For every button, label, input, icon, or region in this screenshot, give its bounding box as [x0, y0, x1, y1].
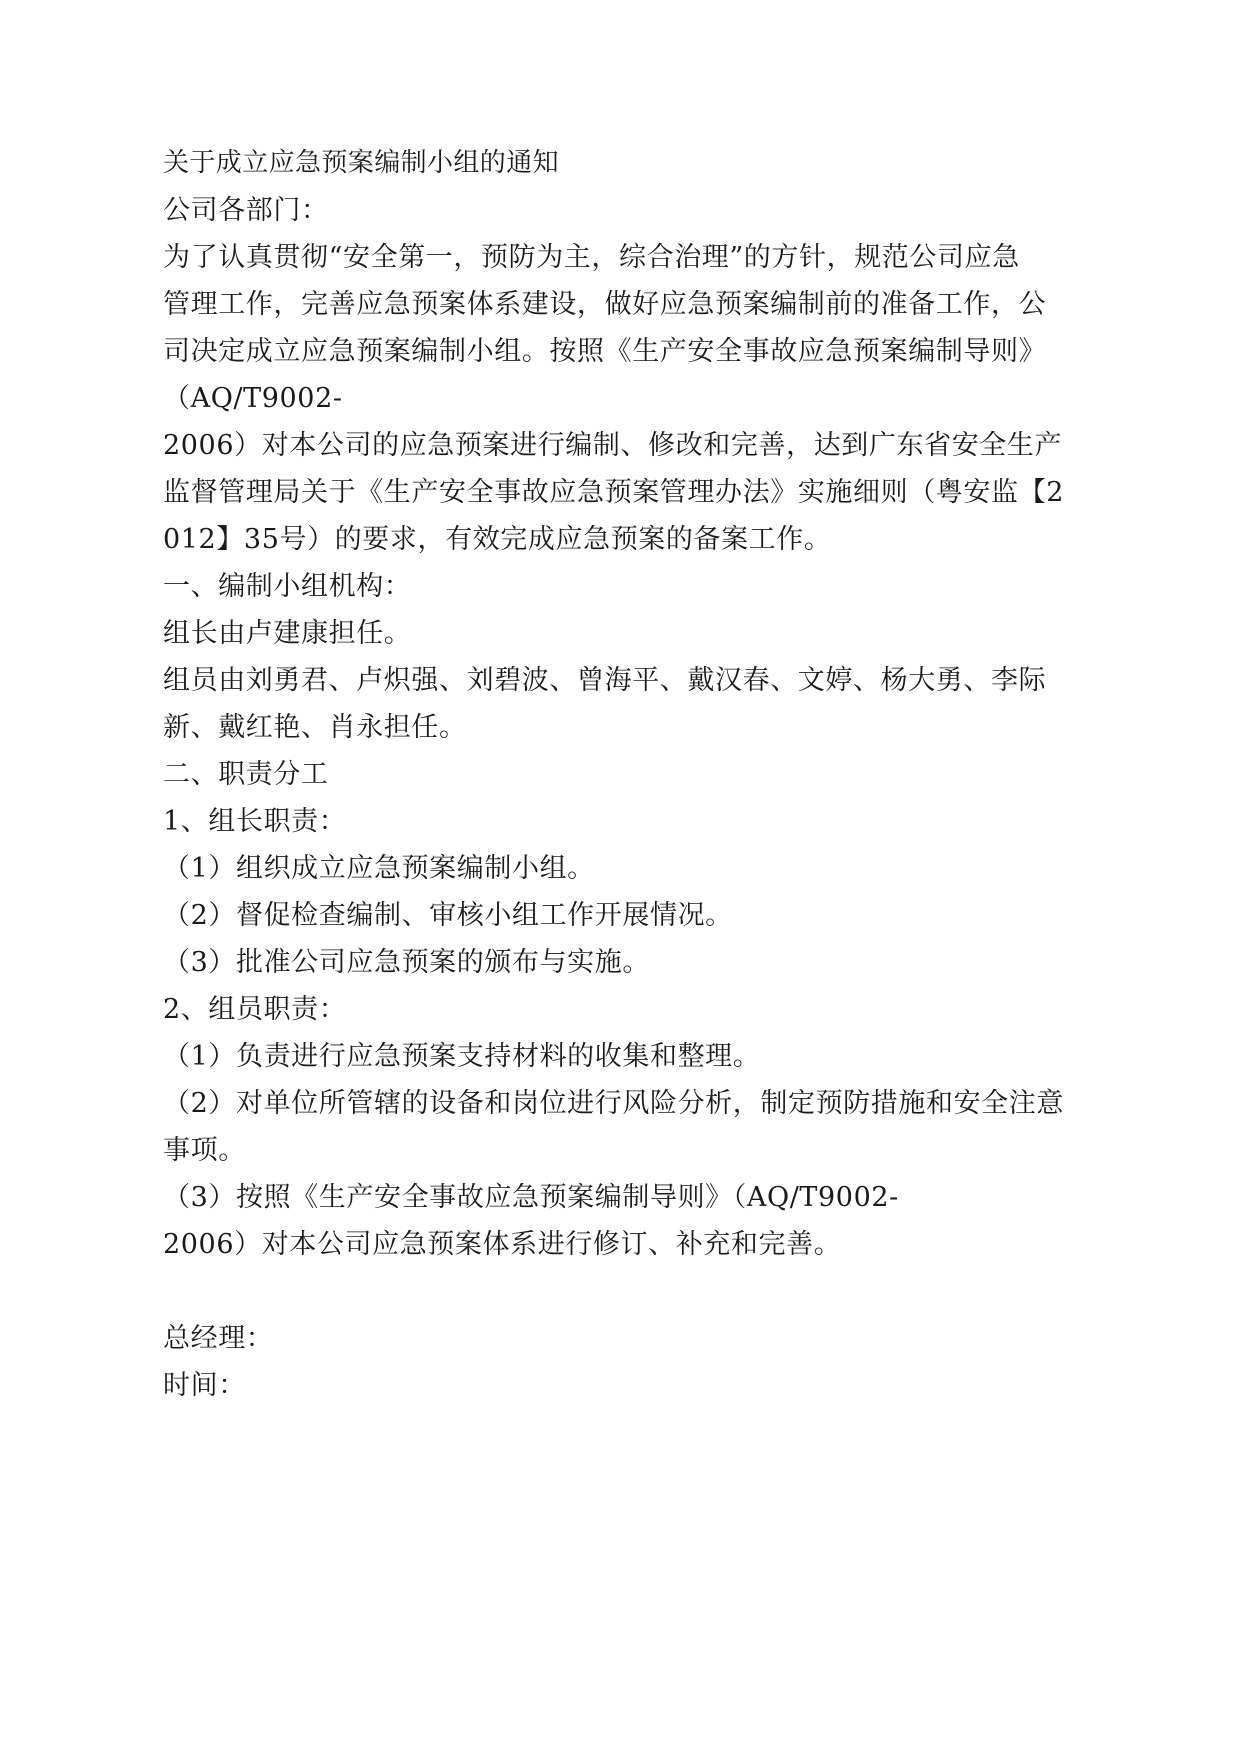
section-heading: 二、职责分工	[163, 759, 329, 790]
members-line: 新、戴红艳、肖永担任。	[163, 712, 467, 743]
time-label: 时间：	[163, 1370, 246, 1401]
section-organization	[163, 563, 1113, 751]
paragraph-line: （AQ/T9002-	[163, 383, 343, 414]
paragraph-line: 2006）对本公司的应急预案进行编制、修改和完善，达到广东省安全生产	[163, 430, 1063, 461]
manager-label: 总经理：	[163, 1323, 274, 1354]
paragraph-line: 为了认真贯彻“安全第一，预防为主，综合治理”的方针，规范公司应急	[163, 242, 1020, 273]
members-line: 组员由刘勇君、卢炽强、刘碧波、曾海平、戴汉春、文婷、杨大勇、李际	[163, 665, 1047, 696]
salutation: 公司各部门：	[163, 195, 329, 226]
subsection-heading: 2、组员职责：	[163, 994, 347, 1025]
section-heading: 一、编制小组机构：	[163, 571, 412, 602]
section-responsibilities	[163, 751, 1113, 1268]
signature-block	[163, 1315, 1113, 1409]
paragraph-line: 司决定成立应急预案编制小组。按照《生产安全事故应急预案编制导则》	[163, 336, 1047, 367]
list-item: （1）组织成立应急预案编制小组。	[163, 853, 595, 884]
leader-line: 组长由卢建康担任。	[163, 618, 412, 649]
document-title: 关于成立应急预案编制小组的通知	[163, 148, 560, 178]
list-item: （1）负责进行应急预案支持材料的收集和整理。	[163, 1041, 761, 1072]
list-item: （3）批准公司应急预案的颁布与实施。	[163, 947, 650, 978]
list-item: （3）按照《生产安全事故应急预案编制导则》（AQ/T9002-	[163, 1182, 899, 1213]
intro-paragraph	[163, 234, 1113, 563]
paragraph-line: 012】35号）的要求，有效完成应急预案的备案工作。	[163, 524, 832, 555]
blank-line	[163, 1268, 1113, 1315]
list-item: （2）督促检查编制、审核小组工作开展情况。	[163, 900, 733, 931]
list-item: （2）对单位所管辖的设备和岗位进行风险分析，制定预防措施和安全注意	[163, 1088, 1064, 1119]
list-item-continuation: 2006）对本公司应急预案体系进行修订、补充和完善。	[163, 1229, 842, 1260]
subsection-heading: 1、组长职责：	[163, 806, 347, 837]
paragraph-line: 监督管理局关于《生产安全事故应急预案管理办法》实施细则（粤安监【2	[163, 477, 1064, 508]
document-body	[163, 140, 1113, 1409]
list-item-continuation: 事项。	[163, 1135, 246, 1166]
paragraph-line: 管理工作，完善应急预案体系建设，做好应急预案编制前的准备工作，公	[163, 289, 1047, 320]
